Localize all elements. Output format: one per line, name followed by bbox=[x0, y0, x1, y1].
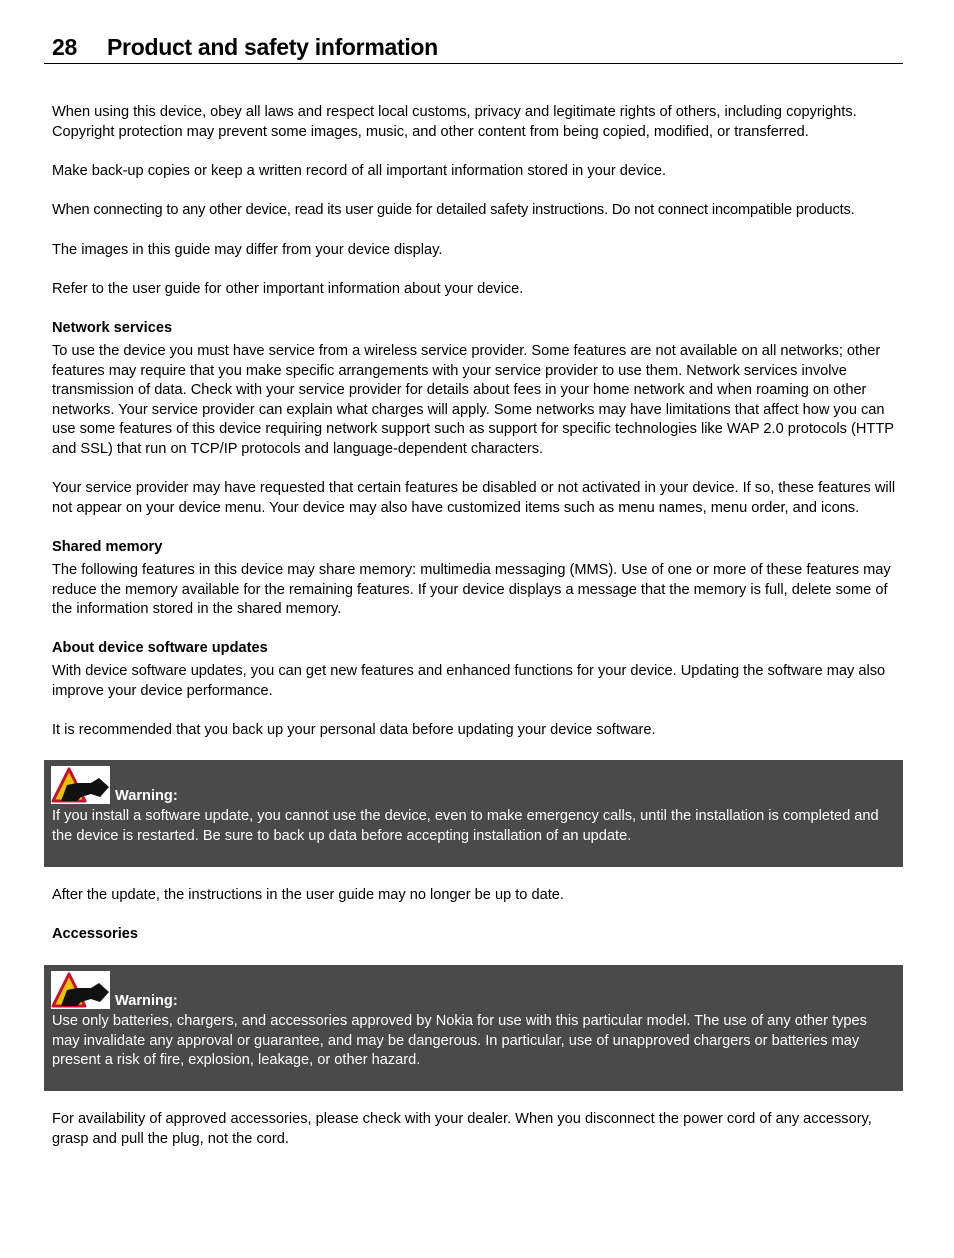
paragraph-shared-memory: The following features in this device may share memory: multimedia messaging (MMS). Use of one or more of these features may reduce the memory available for the remaining features. If your device displays a message that the memory is full, delete some of the information stored in the shared memory. bbox=[52, 562, 891, 618]
heading-accessories: Accessories bbox=[52, 926, 139, 942]
warning-icon bbox=[51, 766, 110, 804]
paragraph-refer: Refer to the user guide for other important information about your device. bbox=[52, 281, 524, 297]
warning-label: Warning: bbox=[115, 788, 178, 804]
heading-network-services: Network services bbox=[52, 320, 173, 336]
paragraph-network-2: Your service provider may have requested that certain features be disabled or not activated in your device. If so, these features will not appear on your device menu. Your device may also have customized items such as menu names, menu order, and icons. bbox=[52, 480, 896, 516]
page-number: 28 bbox=[52, 34, 77, 60]
paragraph-updates-2: It is recommended that you back up your personal data before updating your device software. bbox=[52, 722, 656, 738]
paragraph-accessories-availability: For availability of approved accessories, please check with your dealer. When you disconnect the power cord of any accessory, grasp and pull the plug, not the cord. bbox=[52, 1111, 872, 1147]
warning-box-updates bbox=[44, 760, 903, 867]
paragraph-updates-1: With device software updates, you can get new features and enhanced functions for your device. Updating the software may also improve your device performance. bbox=[52, 663, 886, 699]
warning-label: Warning: bbox=[115, 993, 178, 1009]
paragraph-backup: Make back-up copies or keep a written record of all important information stored in your device. bbox=[52, 163, 667, 179]
heading-software-updates: About device software updates bbox=[52, 640, 268, 656]
warning-text: If you install a software update, you cannot use the device, even to make emergency calls, until the installation is completed and the device is restarted. Be sure to back up data before accepting installation of an update. bbox=[52, 808, 879, 844]
heading-shared-memory: Shared memory bbox=[52, 539, 163, 555]
paragraph-images: The images in this guide may differ from your device display. bbox=[52, 242, 443, 258]
page-title: Product and safety information bbox=[107, 34, 438, 60]
warning-icon bbox=[51, 971, 110, 1009]
warning-text: Use only batteries, chargers, and accessories approved by Nokia for use with this particular model. The use of any other types may invalidate any approval or guarantee, and may be dangerous. In particular, use of unapproved chargers or batteries may present a risk of fire, explosion, leakage, or other hazard. bbox=[52, 1013, 867, 1069]
paragraph-after-update: After the update, the instructions in the user guide may no longer be up to date. bbox=[52, 887, 564, 903]
page-header bbox=[44, 36, 903, 64]
paragraph-network-1: To use the device you must have service from a wireless service provider. Some features are not available on all networks; other features may require that you make specific arrangements with your service provider to use them. Network services involve transmission of data. Check with your service provider for details about fees in your home network and when roaming on other networks. Your service provider can explain what charges will apply. Some networks may have limitations that affect how you can use some features of this device requiring network support such as support for specific technologies like WAP 2.0 protocols (HTTP and SSL) that run on TCP/IP protocols and language-dependent characters. bbox=[52, 343, 894, 457]
paragraph-connecting: When connecting to any other device, read its user guide for detailed safety instructions. Do not connect incompatible products. bbox=[52, 202, 855, 218]
paragraph-copyright: When using this device, obey all laws and respect local customs, privacy and legitimate rights of others, including copyrights. Copyright protection may prevent some images, music, and other content from being copied, modified, or transferred. bbox=[52, 104, 857, 140]
warning-box-accessories bbox=[44, 965, 903, 1091]
